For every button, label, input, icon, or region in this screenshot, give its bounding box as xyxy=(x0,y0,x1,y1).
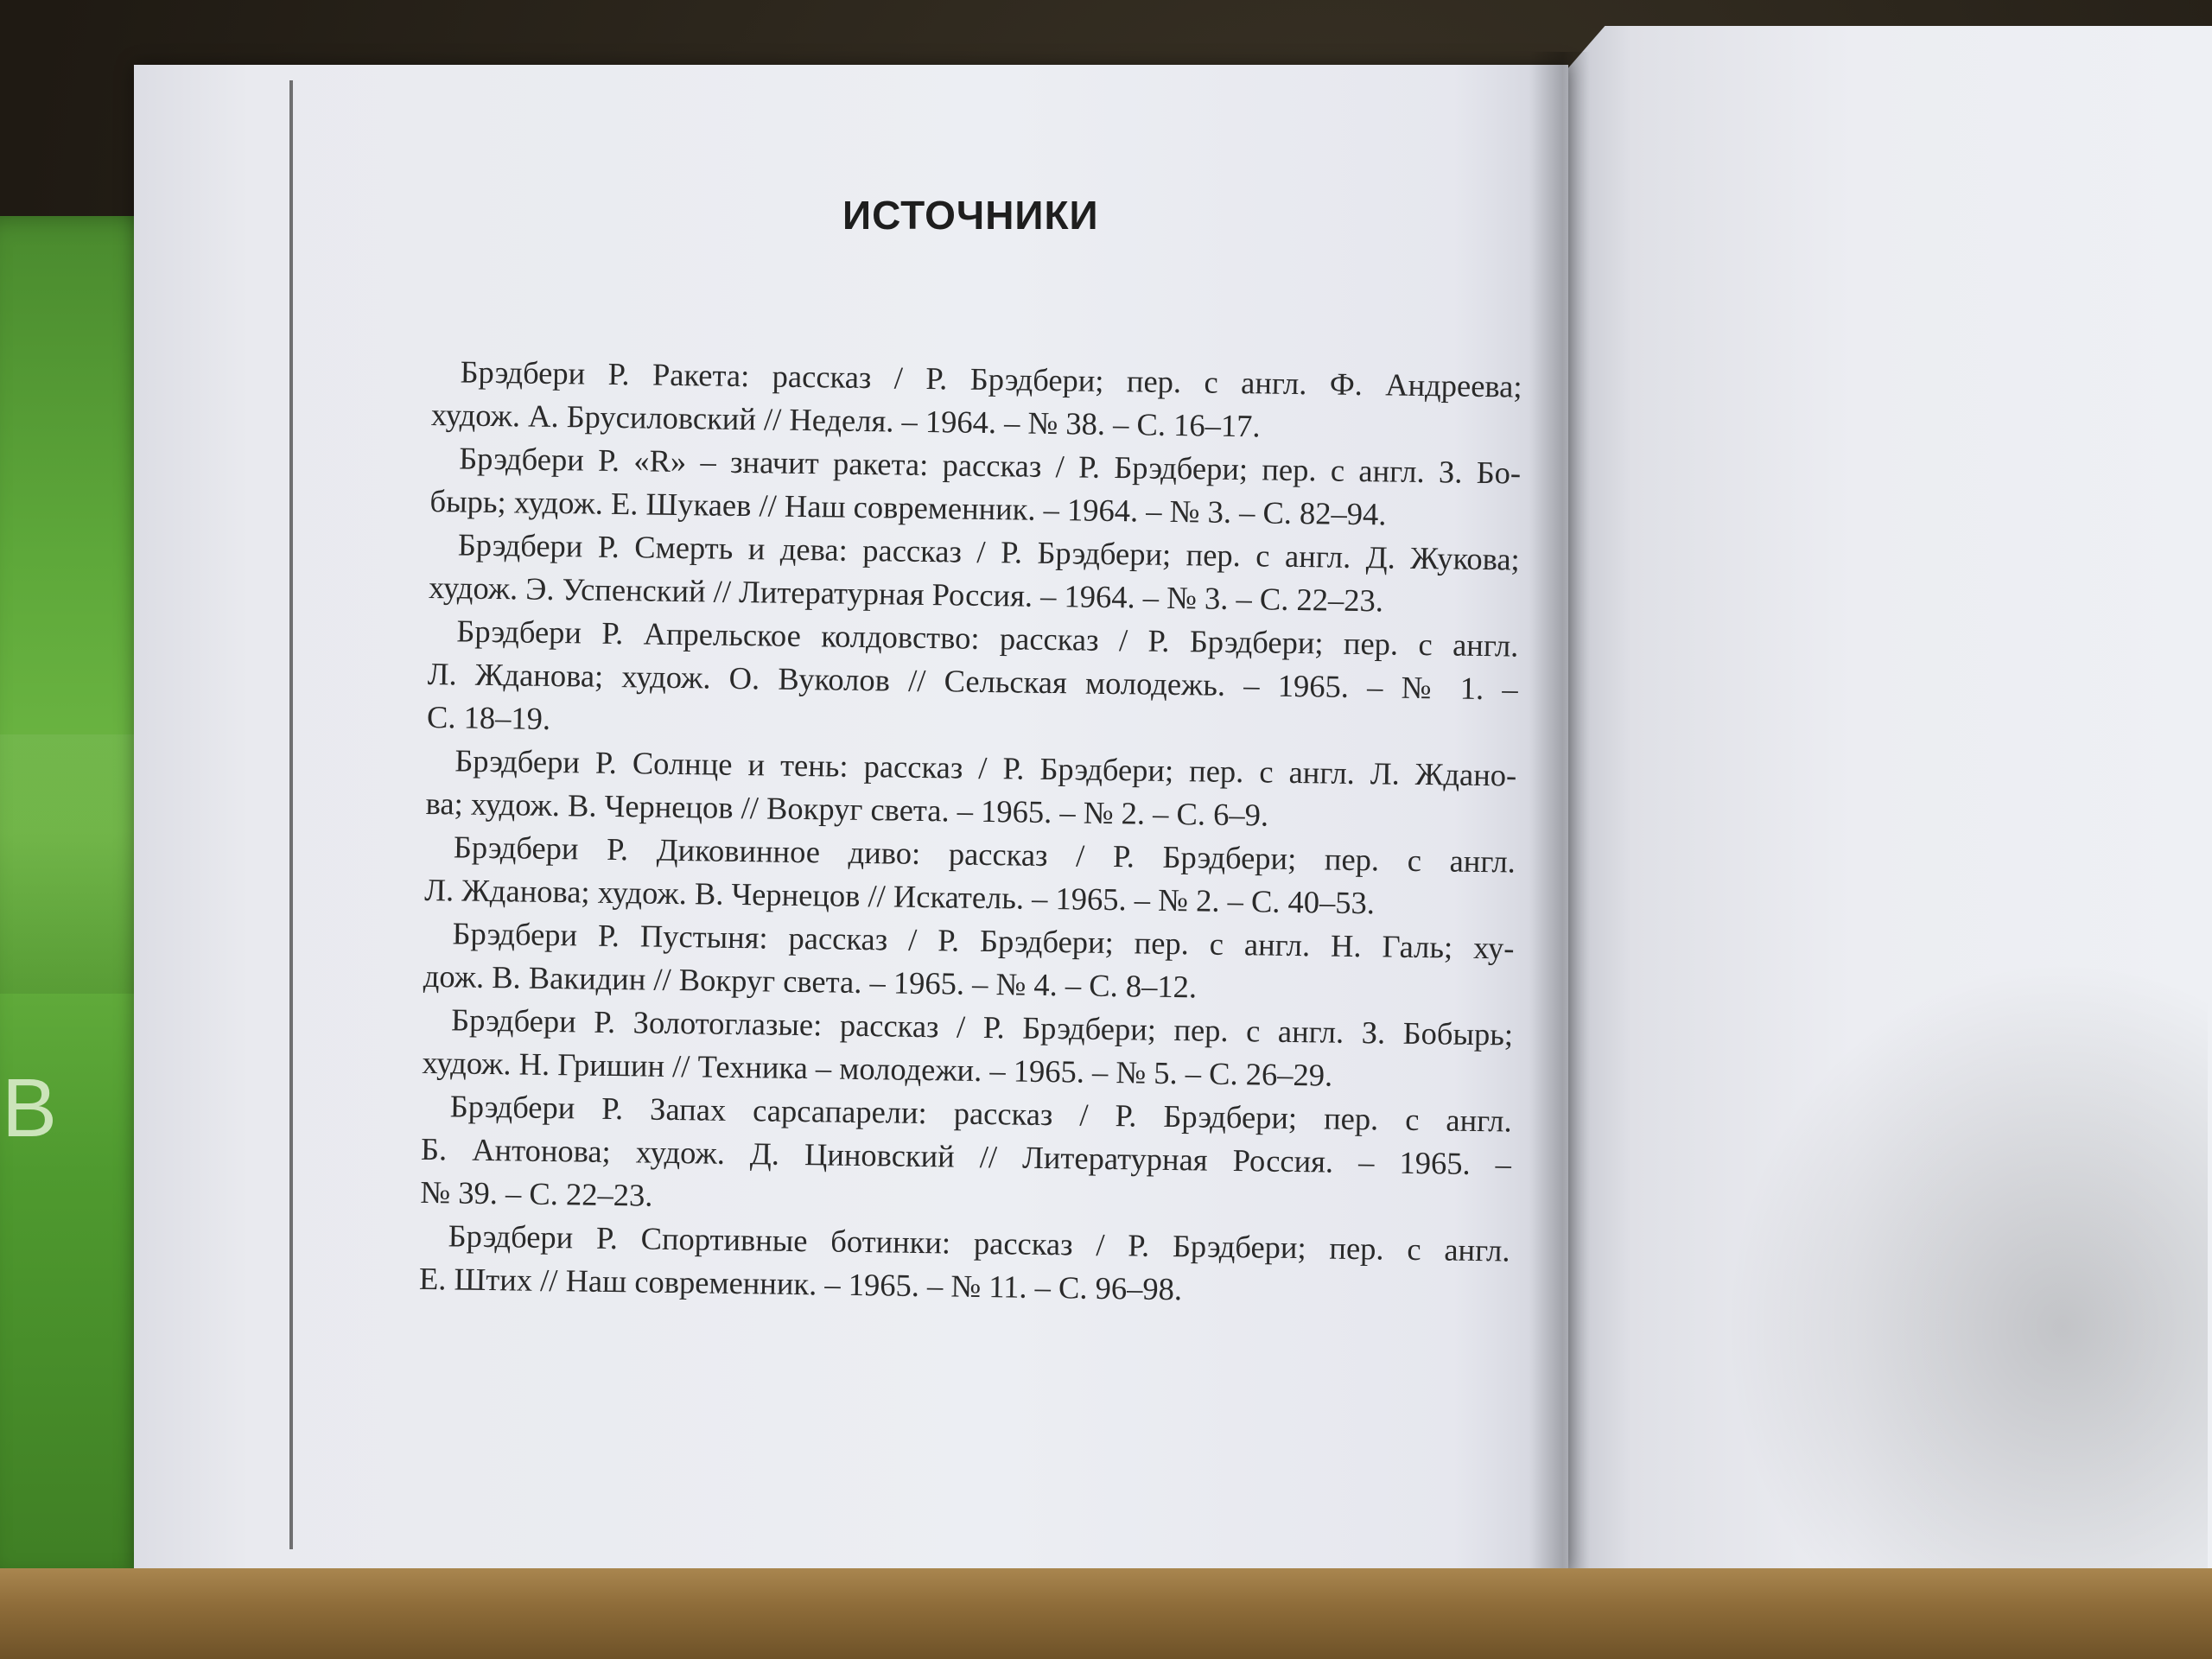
source-entry-line: Брэдбери Р. «R» – значит ракета: рассказ / Р. Брэдбери; пер. с англ. З. Бо- xyxy=(458,440,1522,491)
wooden-shelf xyxy=(0,1568,2212,1659)
source-entry xyxy=(427,609,1519,754)
source-entry-line: Брэдбери Р. Диковинное диво: рассказ / Р. Брэдбери; пер. с англ. xyxy=(453,829,1516,880)
source-entry-line: бырь; худож. Е. Шукаев // Наш современник. – 1964. – № 3. – С. 82–94. xyxy=(429,482,1387,532)
source-entry-line: ва; худож. В. Чернецов // Вокруг света. – 1965. – № 2. – С. 6–9. xyxy=(425,785,1269,833)
source-entry-line: Брэдбери Р. Смерть и дева: рассказ / Р. Брэдбери; пер. с англ. Д. Жукова; xyxy=(457,526,1521,577)
right-page-shadow xyxy=(1724,959,2208,1573)
right-page xyxy=(1551,26,2212,1573)
source-entry-line: дож. В. Вакидин // Вокруг света. – 1965. – № 4. – С. 8–12. xyxy=(423,957,1198,1005)
source-entry xyxy=(423,912,1515,1014)
source-entry xyxy=(431,350,1522,452)
source-entry-line: худож. А. Брусиловский // Неделя. – 1964. – № 38. – С. 16–17. xyxy=(430,396,1261,444)
source-entry-line: Б. Антонова; худож. Д. Циновский // Литературная Россия. – 1965. – xyxy=(420,1130,1512,1182)
source-entry-line: Брэдбери Р. Ракета: рассказ / Р. Брэдбери; пер. с англ. Ф. Андреева; xyxy=(460,353,1522,404)
source-entry-line: Л. Жданова; худож. В. Чернецов // Искатель. – 1965. – № 2. – С. 40–53. xyxy=(423,871,1376,921)
source-entry-line: С. 18–19. xyxy=(426,698,551,736)
sources-list xyxy=(419,350,1522,1316)
source-entry-line: Брэдбери Р. Запах сарсапарели: рассказ / Р. Брэдбери; пер. с англ. xyxy=(449,1088,1512,1139)
source-entry-line: Брэдбери Р. Пустыня: рассказ / Р. Брэдбери; пер. с англ. Н. Галь; ху- xyxy=(452,915,1515,966)
source-entry-line: худож. Э. Успенский // Литературная Россия. – 1964. – № 3. – С. 22–23. xyxy=(428,569,1384,619)
source-entry-line: Брэдбери Р. Солнце и тень: рассказ / Р. Брэдбери; пер. с англ. Л. Ждано- xyxy=(454,742,1517,793)
source-entry xyxy=(420,1084,1512,1230)
source-entry-line: Е. Штих // Наш современник. – 1965. – № 11. – С. 96–98. xyxy=(418,1260,1183,1307)
page-heading: ИСТОЧНИКИ xyxy=(842,193,1099,238)
source-entry xyxy=(419,1214,1510,1316)
cover-letter: В xyxy=(2,1062,58,1154)
book-gutter xyxy=(1529,52,1590,1573)
source-entry xyxy=(429,436,1521,538)
source-entry xyxy=(422,998,1513,1100)
source-entry-line: Брэдбери Р. Апрельское колдовство: рассказ / Р. Брэдбери; пер. с англ. xyxy=(456,613,1519,664)
source-entry-line: Брэдбери Р. Спортивные ботинки: рассказ / Р. Брэдбери; пер. с англ. xyxy=(448,1217,1510,1268)
source-entry-line: худож. Н. Гришин // Техника – молодежи. – 1965. – № 5. – С. 26–29. xyxy=(422,1044,1333,1093)
source-entry-line: № 39. – С. 22–23. xyxy=(420,1173,653,1213)
source-entry xyxy=(429,523,1520,625)
source-entry xyxy=(424,825,1516,927)
page-edge-line xyxy=(289,80,293,1549)
source-entry-line: Брэдбери Р. Золотоглазые: рассказ / Р. Брэдбери; пер. с англ. З. Бобырь; xyxy=(450,1001,1514,1052)
source-entry-line: Л. Жданова; худож. О. Вуколов // Сельская молодежь. – 1965. – № 1. – xyxy=(427,655,1518,707)
source-entry xyxy=(425,739,1516,841)
